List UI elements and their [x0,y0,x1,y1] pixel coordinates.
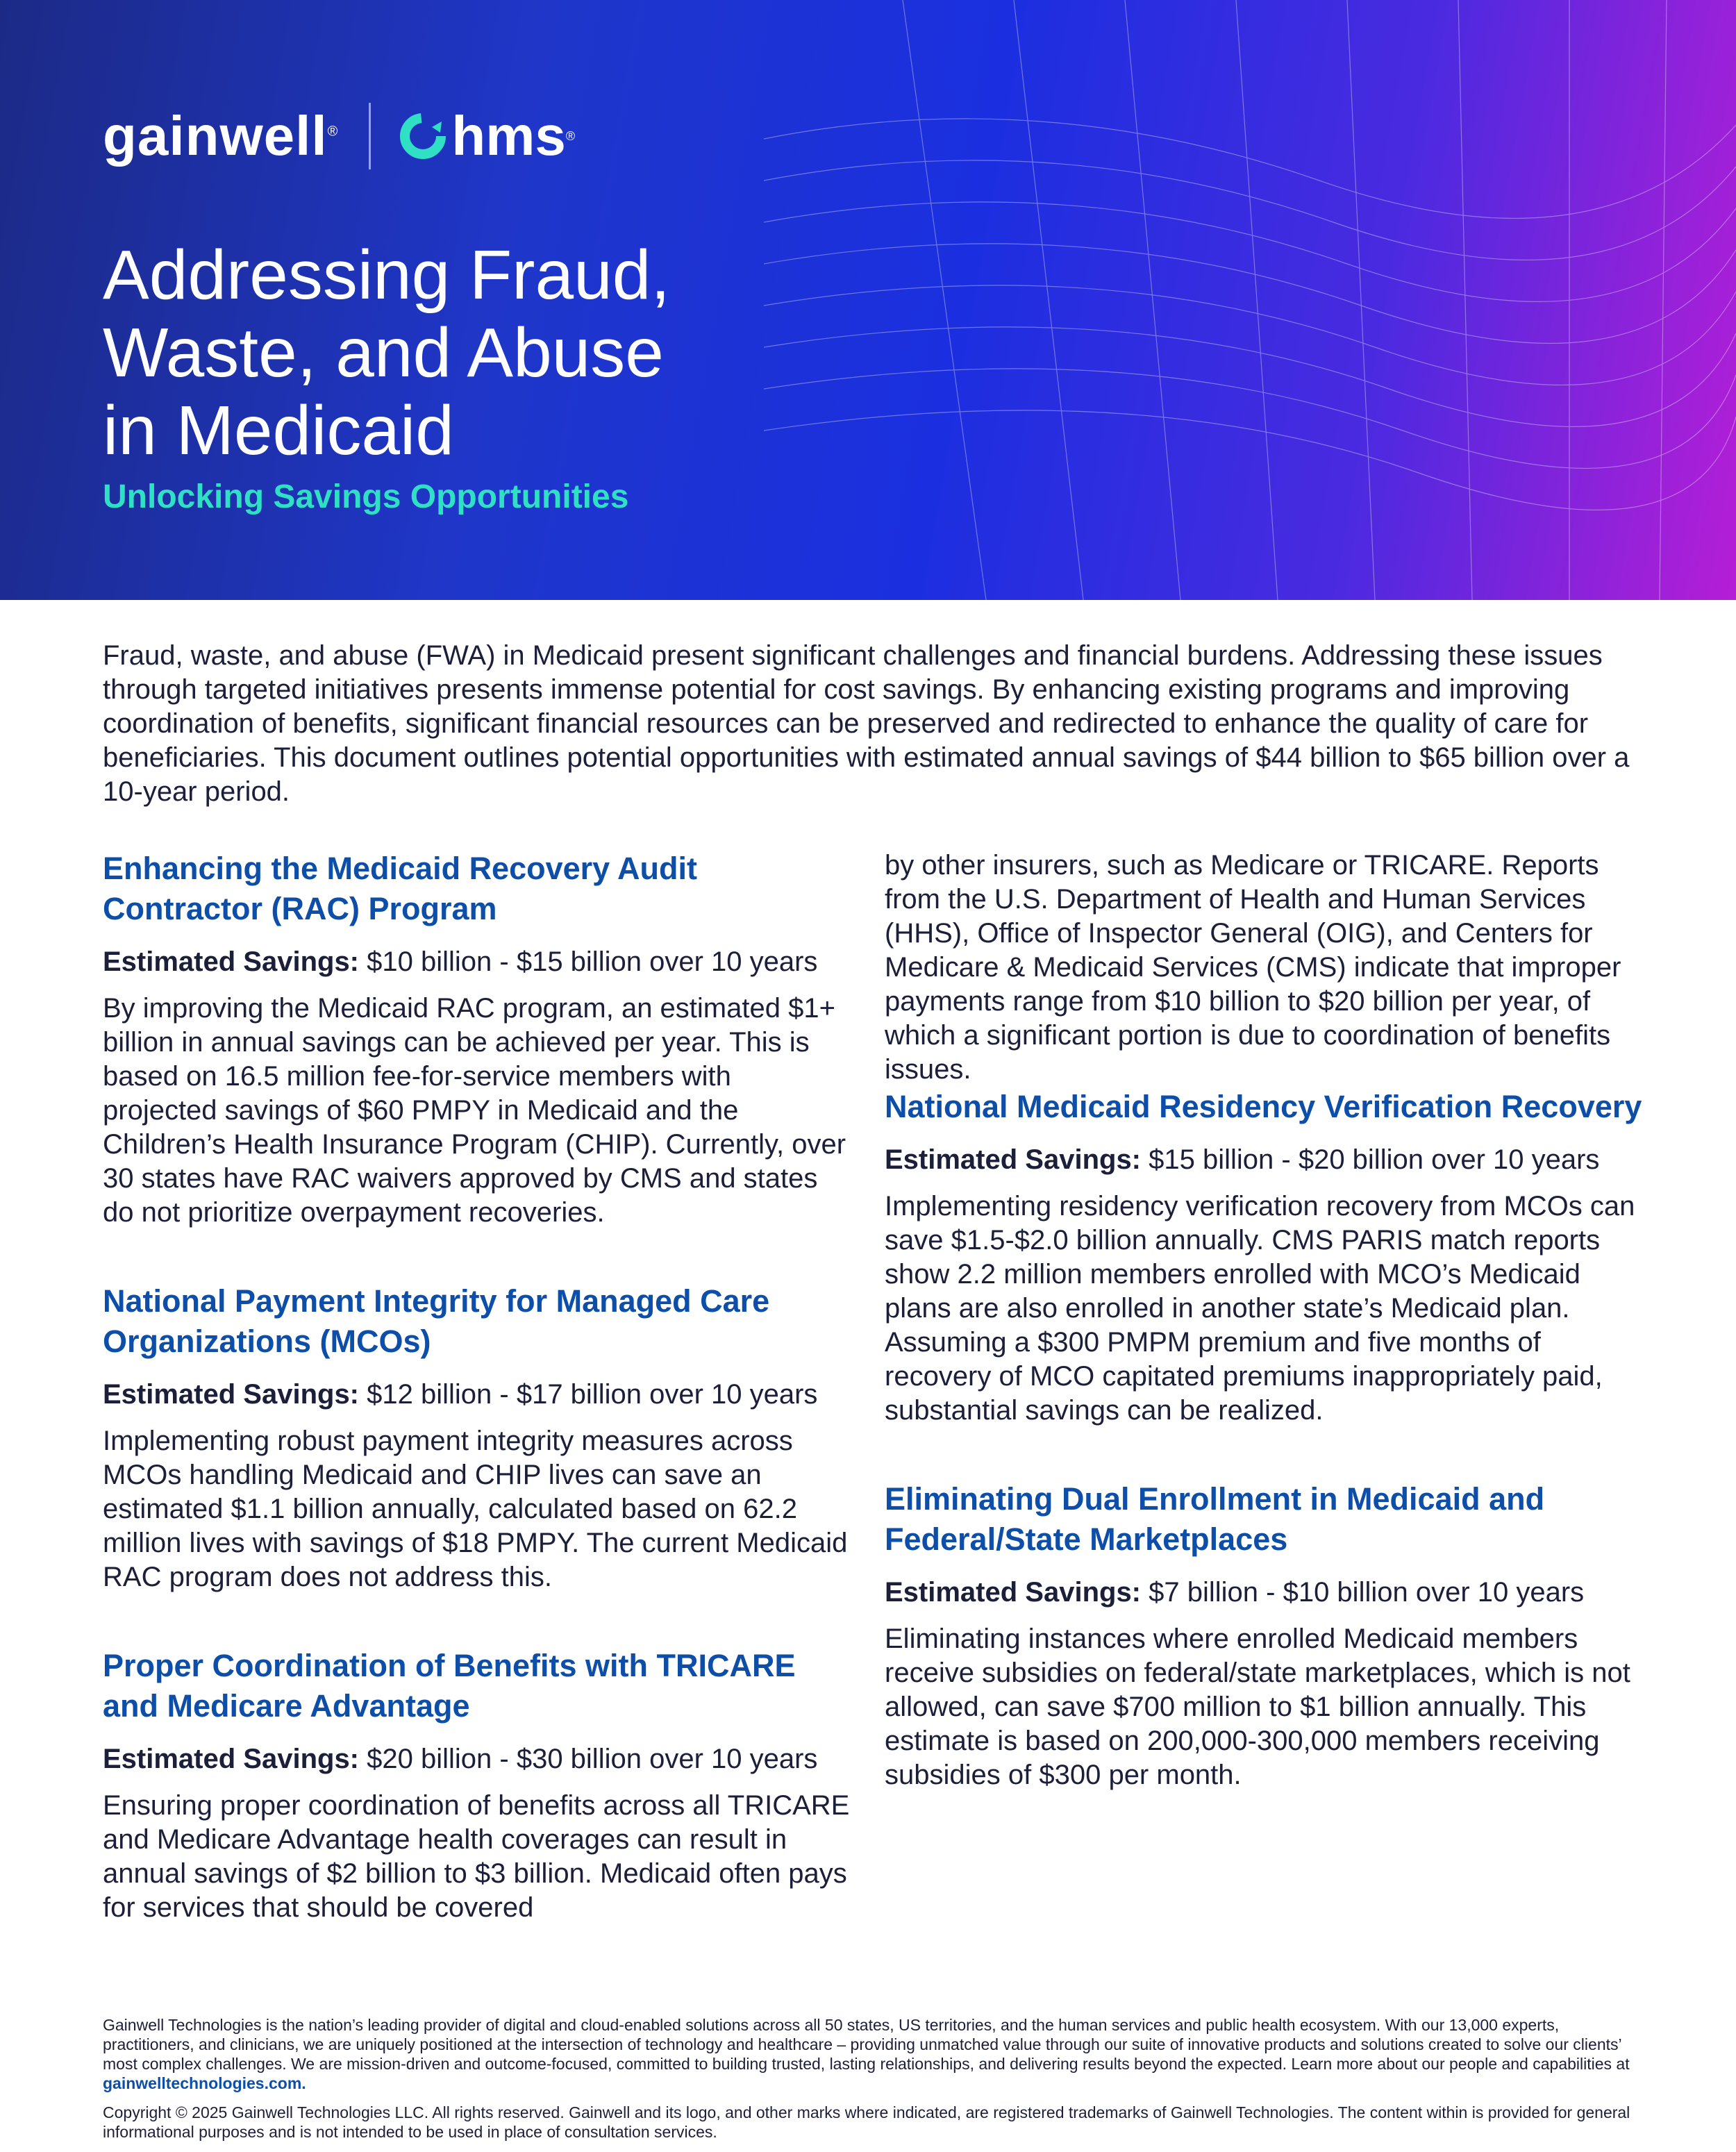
logo-divider [369,103,371,169]
estimated-savings [885,1142,1649,1177]
section-title: Enhancing the Medicaid Recovery Audit Contractor (RAC) Program [103,851,697,926]
page-title [103,236,936,469]
section-body-continuation: by other insurers, such as Medicare or TRICARE. Reports from the U.S. Department of Health and Human Services (HHS), Office of Inspector General (OIG), and Centers for Medicare & Medicaid Services (CMS) indicate that improper payments range from $10 billion to $20 billion per year, of which a significant portion is due to coordination of benefits issues. [885,850,1621,1085]
savings-value: $10 billion - $15 billion over 10 years [367,946,818,977]
intro-paragraph: Fraud, waste, and abuse (FWA) in Medicaid present significant challenges and financial burdens. Addressing these issues through targeted initiatives presents immense potential for cost savings. By enhancing existing programs and improving coordination of benefits, significant financial resources can be preserved and redirected to enhance the quality of care for beneficiaries. This document outlines potential opportunities with estimated annual savings of $44 billion to $65 billion over a 10-year period. [103,640,1630,807]
section-body: Ensuring proper coordination of benefits across all TRICARE and Medicare Advantage health coverages can result in annual savings of $2 billion to $3 billion. Medicaid often pays for services that should be covered [103,1790,850,1923]
section-title: National Payment Integrity for Managed Care Organizations (MCOs) [103,1283,770,1359]
hms-mark-icon [399,112,447,160]
gainwell-logo-text: gainwell [103,105,328,167]
hms-logo: hms ® [399,108,575,164]
section-coordination-of-benefits [103,1646,853,1925]
section-title: National Medicaid Residency Verification Recovery [885,1089,1642,1124]
hms-logo-text: hms [451,105,566,167]
savings-value: $20 billion - $30 billion over 10 years [367,1744,818,1774]
footer-about [103,2015,1644,2093]
section-mco-payment-integrity [103,1281,853,1594]
estimated-savings [885,1575,1649,1610]
website-link[interactable]: gainwelltechnologies.com. [103,2074,306,2092]
savings-label: Estimated Savings: [103,946,360,977]
page-title-line: in Medicaid [103,392,454,469]
section-title: Eliminating Dual Enrollment in Medicaid and Federal/State Marketplaces [885,1481,1545,1557]
section-residency-verification [885,1087,1649,1428]
hero-banner [0,0,1736,600]
savings-value: $7 billion - $10 billion over 10 years [1149,1577,1585,1608]
section-title: Proper Coordination of Benefits with TRICARE and Medicare Advantage [103,1648,796,1724]
estimated-savings [103,1742,853,1776]
page-title-line: Waste, and Abuse [103,314,664,392]
right-column [885,849,1649,1844]
savings-label: Estimated Savings: [885,1144,1142,1175]
section-rac-program [103,849,853,1230]
savings-value: $12 billion - $17 billion over 10 years [367,1379,818,1410]
left-column [103,849,853,1976]
page-title-line: Addressing Fraud, [103,236,671,314]
section-body: By improving the Medicaid RAC program, an estimated $1+ billion in annual savings can be achieved per year. This is based on 16.5 million fee-for-service members with projected savings of $60 PMPY in Medicaid and the Children’s Health Insurance Program (CHIP). Currently, over 30 states have RAC waivers approved by CMS and states do not prioritize overpayment recoveries. [103,993,846,1228]
section-body: Eliminating instances where enrolled Medicaid members receive subsidies on federal/state marketplaces, which is not allowed, can save $700 million to $1 billion annually. This estimate is based on 200,000-300,000 members receiving subsidies of $300 per month. [885,1624,1630,1790]
page-subtitle: Unlocking Savings Opportunities [103,478,629,515]
savings-label: Estimated Savings: [103,1744,360,1774]
footer-about-text: Gainwell Technologies is the nation’s leading provider of digital and cloud-enabled solutions across all 50 states, US territories, and the human services and public health ecosystem. With our 13,000 experts, practitioners, and clinicians, we are uniquely positioned at the intersection of technology and healthcare – providing unmatched value through our suite of innovative products and solutions created to solve our clients’ most complex challenges. We are mission-driven and outcome-focused, committed to building trusted, lasting relationships, and delivering results beyond the expected. Learn more about our people and capabilities at [103,2016,1630,2073]
estimated-savings [103,944,853,979]
brand-logos [103,103,575,169]
savings-label: Estimated Savings: [885,1577,1142,1608]
gainwell-logo: gainwell® [103,105,339,167]
section-dual-enrollment [885,1479,1649,1792]
copyright-notice: Copyright © 2025 Gainwell Technologies LLC. All rights reserved. Gainwell and its logo, and other marks where indicated, are registered trademarks of Gainwell Technologies. The content within is provided for general informational purposes and is not intended to be used in place of consultation services. [103,2103,1630,2141]
estimated-savings [103,1377,853,1412]
savings-label: Estimated Savings: [103,1379,360,1410]
section-body: Implementing robust payment integrity measures across MCOs handling Medicaid and CHIP lives can save an estimated $1.1 billion annually, calculated based on 62.2 million lives with savings of $18 PMPY. The current Medicaid RAC program does not address this. [103,1426,848,1592]
savings-value: $15 billion - $20 billion over 10 years [1149,1144,1600,1175]
section-body: Implementing residency verification recovery from MCOs can save $1.5-$2.0 billion annually. CMS PARIS match reports show 2.2 million members enrolled with MCO’s Medicaid plans are also enrolled in another state’s Medicaid plan. Assuming a $300 PMPM premium and five months of recovery of MCO capitated premiums inappropriately paid, substantial savings can be realized. [885,1191,1635,1426]
page-footer [103,2015,1644,2142]
